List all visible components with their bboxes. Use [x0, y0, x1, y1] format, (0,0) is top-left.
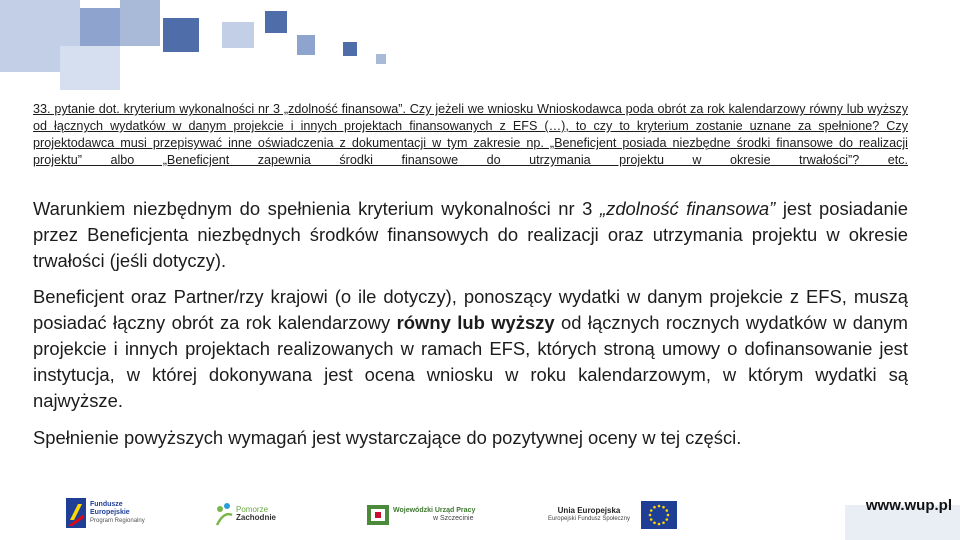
- logo-fundusze-europejskie: Fundusze Europejskie Program Regionalny: [66, 498, 145, 528]
- decor-square: [297, 35, 315, 55]
- decor-square: [265, 11, 287, 33]
- answer-paragraph-1: Warunkiem niezbędnym do spełnienia kryterium wykonalności nr 3 „zdolność finansowa” jest posiadanie przez Beneficjenta niezbędnych środków finansowych do realizacji oraz utrzymania projektu w okresie trwałości (jeśli dotyczy).: [33, 198, 908, 271]
- decor-square: [376, 54, 386, 64]
- decor-square: [222, 22, 254, 48]
- logo-pomorze-zachodnie: Pomorze Zachodnie: [214, 501, 276, 527]
- decor-square: [343, 42, 357, 56]
- decor-square: [120, 0, 160, 46]
- answer-paragraph-2: Beneficjent oraz Partner/rzy krajowi (o ile dotyczy), ponoszący wydatki w danym projekcie z EFS, muszą posiadać łączny obrót za rok kalendarzowy równy lub wyższy od łącznych rocznych wydatków w danym projekcie i innych projektach realizowanych w ramach EFS, których stroną umowy o dofinansowanie jest instytucja, w której dokonywana jest ocena wniosku w roku kalendarzowym, w którym wydatki są najwyższe.: [33, 286, 908, 411]
- decor-square: [163, 18, 199, 52]
- fe-logo-icon: [66, 498, 86, 528]
- logo-unia-europejska: Unia Europejska Europejski Fundusz Społeczny: [541, 501, 677, 529]
- logo-wup: Wojewódzki Urząd Pracy w Szczecinie: [367, 503, 475, 527]
- wup-logo-icon: [367, 503, 389, 527]
- website-link[interactable]: www.wup.pl: [865, 497, 952, 514]
- pz-logo-icon: [214, 501, 234, 527]
- decor-square: [60, 46, 120, 90]
- eu-flag-icon: [641, 501, 677, 529]
- logos-bar: [0, 493, 960, 540]
- question-text: 33. pytanie dot. kryterium wykonalności nr 3 „zdolność finansowa”. Czy jeżeli we wniosku Wnioskodawca poda obrót za rok kalendarzowy równy lub wyższy od łącznych wydatków w danym projekcie i innych projektach finansowanych z EFS (…), to czy to kryterium zostanie uznane za spełnione? Czy projektodawca musi przepisywać inne oświadczenia z dokumentacji w tym zakresie np. „Beneficjent posiada niezbędne środki finansowe do realizacji projektu” albo „Beneficjent zapewnia środki finansowe do utrzymania projektu w okresie trwałości”? etc.: [33, 102, 908, 167]
- answer-paragraph-3: Spełnienie powyższych wymagań jest wystarczające do pozytywnej oceny w tej części.: [33, 427, 742, 448]
- decor-square: [80, 8, 120, 46]
